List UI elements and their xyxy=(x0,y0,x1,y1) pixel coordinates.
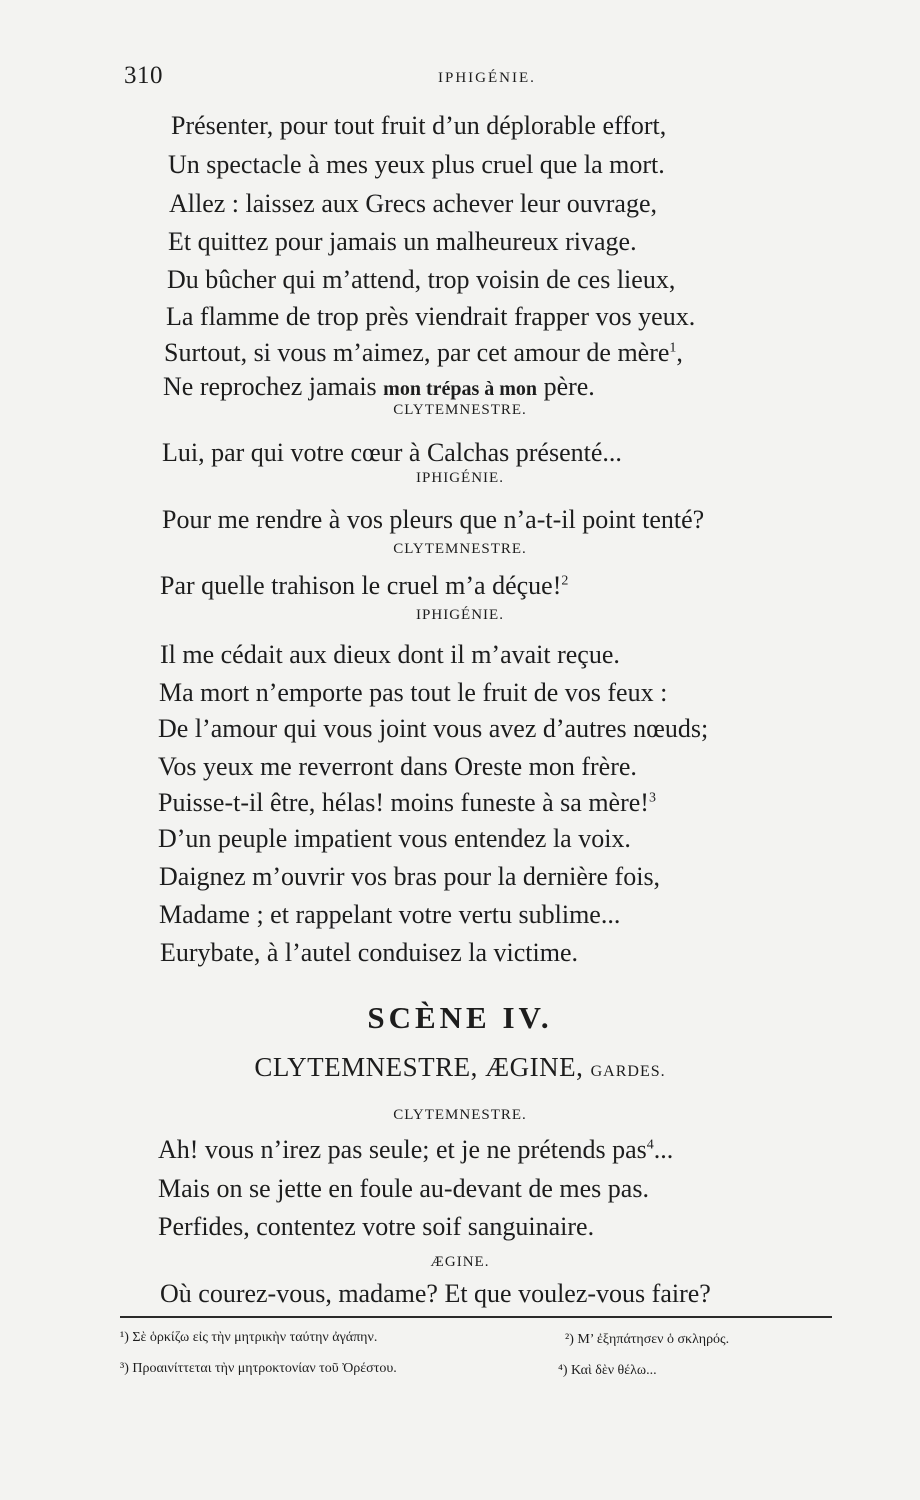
verse-line: Allez : laissez aux Grecs achever leur ouvrage, xyxy=(169,189,657,218)
verse-line xyxy=(158,788,656,818)
verse-text: Ne reprochez jamais xyxy=(163,372,384,401)
speaker-name: ÆGINE. xyxy=(430,1254,490,1270)
verse-text: Puisse-t-il être, hélas! moins funeste à sa mère! xyxy=(158,788,649,817)
speaker-name: IPHIGÉNIE. xyxy=(416,607,504,623)
speaker-name: CLYTEMNESTRE. xyxy=(393,402,527,418)
verse-line xyxy=(160,571,568,601)
verse-punctuation: ... xyxy=(653,1135,674,1164)
footnote-2 xyxy=(565,1332,729,1348)
footnote-text: Προαινίττεται τὴν μητροκτονίαν τοῦ Ὀρέστου. xyxy=(132,1361,397,1376)
characters-guards: GARDES. xyxy=(590,1063,666,1080)
characters-names: CLYTEMNESTRE, ÆGINE, xyxy=(254,1052,591,1082)
verse-line: Du bûcher qui m’attend, trop voisin de ces lieux, xyxy=(167,265,676,294)
verse-line: Il me cédait aux dieux dont il m’avait reçue. xyxy=(160,640,620,669)
verse-text: Ah! vous n’irez pas seule; et je ne prétends pas xyxy=(158,1135,647,1164)
verse-line: Lui, par qui votre cœur à Calchas présenté... xyxy=(162,438,622,467)
verse-line: La flamme de trop près viendrait frapper vos yeux. xyxy=(166,302,696,331)
footnote-reference: 2 xyxy=(561,573,569,589)
verse-line: De l’amour qui vous joint vous avez d’autres nœuds; xyxy=(158,714,709,743)
verse-text: Surtout, si vous m’aimez, par cet amour de mère xyxy=(164,338,670,367)
footnote-4 xyxy=(558,1363,657,1379)
footnote-reference: 3 xyxy=(648,790,656,806)
verse-line xyxy=(163,372,595,404)
verse-line: Et quittez pour jamais un malheureux rivage. xyxy=(168,227,637,256)
footnote-divider xyxy=(120,1316,832,1318)
verse-line: Daignez m’ouvrir vos bras pour la dernière fois, xyxy=(159,862,661,891)
verse-line: Un spectacle à mes yeux plus cruel que la mort. xyxy=(168,150,665,179)
verse-line: Mais on se jette en foule au-devant de mes pas. xyxy=(158,1174,649,1203)
scene-characters xyxy=(0,1052,920,1083)
speaker-name: CLYTEMNESTRE. xyxy=(393,1107,527,1123)
verse-line: Madame ; et rappelant votre vertu sublime... xyxy=(159,900,621,929)
page-header xyxy=(124,62,824,96)
footnote-marker: ⁴) xyxy=(558,1363,568,1378)
page-number: 310 xyxy=(124,62,163,89)
footnote-1 xyxy=(120,1330,377,1346)
verse-line: Eurybate, à l’autel conduisez la victime. xyxy=(160,938,578,967)
verse-line xyxy=(164,338,683,368)
footnote-text: Σὲ ὁρκίζω εἰς τὴν μητρικὴν ταύτην ἀγάπην. xyxy=(132,1330,378,1345)
verse-text: Par quelle trahison le cruel m’a déçue! xyxy=(160,571,562,600)
verse-line: Présenter, pour tout fruit d’un déplorable effort, xyxy=(171,111,667,140)
verse-line: Vos yeux me reverront dans Oreste mon frère. xyxy=(158,752,637,781)
scene-heading: SCÈNE IV. xyxy=(367,1000,553,1035)
footnote-marker: ²) xyxy=(565,1332,574,1347)
footnote-marker: ³) xyxy=(120,1361,129,1376)
verse-line: D’un peuple impatient vous entendez la voix. xyxy=(158,824,631,853)
footnote-text: Μ’ ἐξηπάτησεν ὁ σκληρός. xyxy=(577,1332,730,1347)
verse-line: Pour me rendre à vos pleurs que n’a-t-il point tenté? xyxy=(162,505,705,534)
footnote-reference: 4 xyxy=(646,1137,654,1153)
footnote-reference: 1 xyxy=(669,340,677,356)
footnote-text: Καὶ δὲν θέλω... xyxy=(571,1363,657,1378)
running-title: IPHIGÉNIE. xyxy=(438,70,536,86)
verse-line: Où courez-vous, madame? Et que voulez-vous faire? xyxy=(160,1279,711,1308)
verse-punctuation: , xyxy=(676,338,683,367)
verse-text: père. xyxy=(537,372,595,401)
verse-line xyxy=(158,1135,673,1165)
footnote-3 xyxy=(120,1361,397,1377)
verse-line: Perfides, contentez votre soif sanguinaire. xyxy=(158,1212,595,1241)
speaker-name: CLYTEMNESTRE. xyxy=(393,541,527,557)
footnote-marker: ¹) xyxy=(120,1330,129,1345)
speaker-name: IPHIGÉNIE. xyxy=(416,470,504,486)
verse-text: mon trépas à mon xyxy=(383,378,538,400)
verse-line: Ma mort n’emporte pas tout le fruit de vos feux : xyxy=(159,678,668,707)
